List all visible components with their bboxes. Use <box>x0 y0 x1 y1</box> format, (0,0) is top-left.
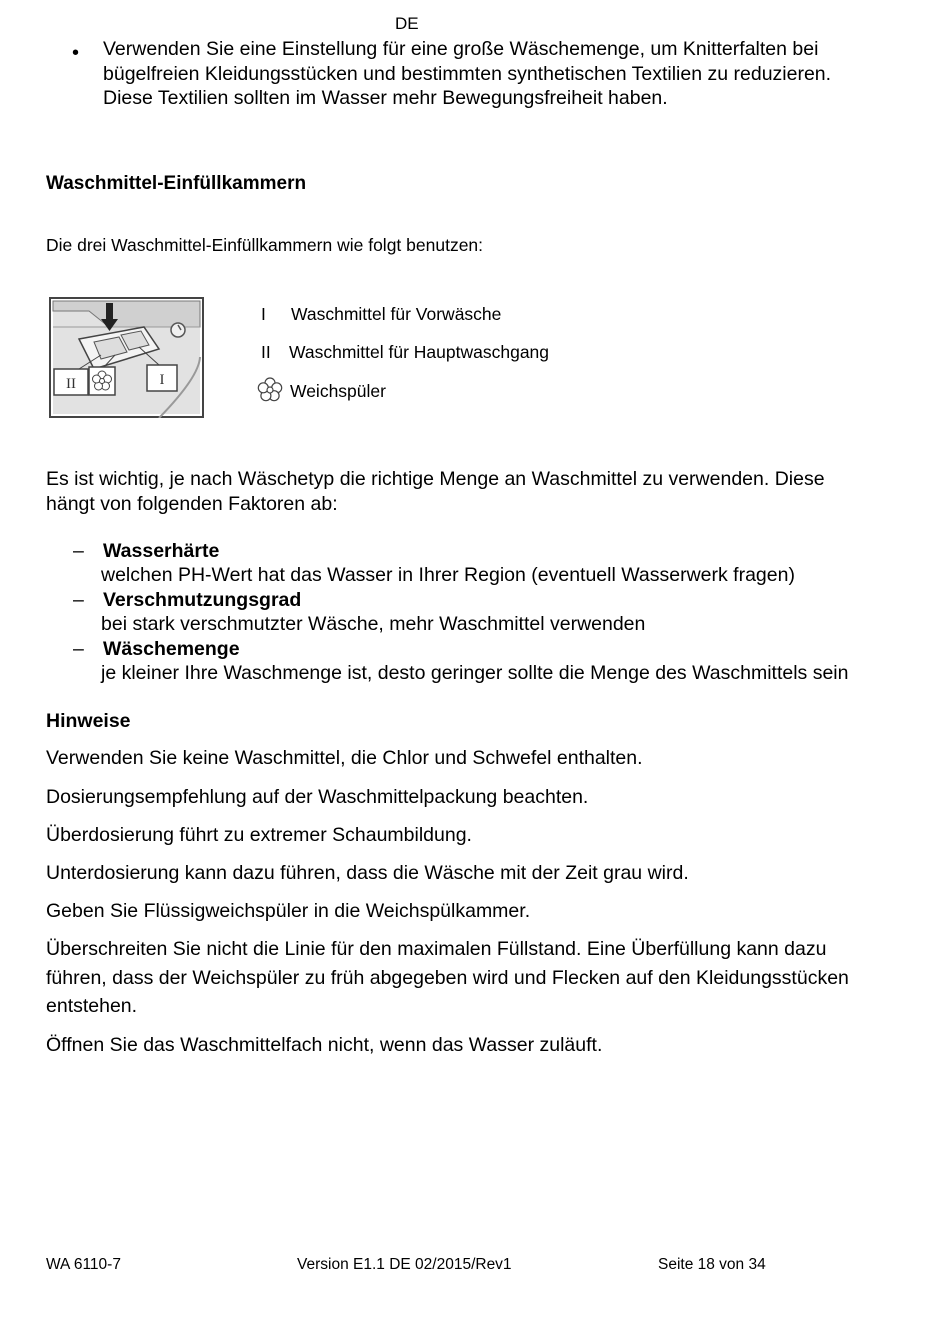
figure-label-main: II <box>66 376 76 392</box>
footer-page-number: Seite 18 von 34 <box>658 1256 766 1273</box>
language-code: DE <box>395 14 419 33</box>
legend-num: I <box>261 304 266 324</box>
hint-line: Verwenden Sie keine Waschmittel, die Chlor und Schwefel enthalten. <box>46 747 643 769</box>
legend-text: Waschmittel für Hauptwaschgang <box>289 342 550 362</box>
hint-item <box>46 859 916 888</box>
hint-line: Geben Sie Flüssigweichspüler in die Weichspülkammer. <box>46 900 531 922</box>
intro-line: Diese Textilien sollten im Wasser mehr Bewegungsfreiheit haben. <box>103 87 668 109</box>
factor-desc: welchen PH-Wert hat das Wasser in Ihrer Region (eventuell Wasserwerk fragen) <box>101 564 795 586</box>
hint-line: Öffnen Sie das Waschmittelfach nicht, wenn das Wasser zuläuft. <box>46 1034 603 1056</box>
detergent-drawer-illustration <box>49 297 204 418</box>
hint-item <box>46 897 916 926</box>
legend-num: II <box>261 342 271 362</box>
importance-line: Es ist wichtig, je nach Wäschetyp die richtige Menge an Waschmittel zu verwenden. Diese <box>46 468 825 490</box>
legend-item-prewash <box>261 304 501 325</box>
hint-line: führen, dass der Weichspüler zu früh abgegeben wird und Flecken auf den Kleidungsstücken <box>46 966 849 989</box>
legend-text: Weichspüler <box>290 381 386 401</box>
importance-line: hängt von folgenden Faktoren ab: <box>46 492 338 515</box>
flower-icon <box>256 377 284 403</box>
bullet-icon: • <box>72 42 80 64</box>
hints-title: Hinweise <box>46 710 131 732</box>
footer-version: Version E1.1 DE 02/2015/Rev1 <box>297 1256 512 1273</box>
hint-line: Überdosierung führt zu extremer Schaumbildung. <box>46 824 472 846</box>
hint-line: Überschreiten Sie nicht die Linie für den maximalen Füllstand. Eine Überfüllung kann dazu <box>46 938 827 960</box>
intro-line: bügelfreien Kleidungsstücken und bestimmten synthetischen Textilien zu reduzieren. <box>103 62 832 85</box>
legend-item-mainwash <box>261 342 549 363</box>
hint-item <box>46 935 916 1021</box>
intro-bullet-text <box>103 37 923 111</box>
legend-text: Waschmittel für Vorwäsche <box>291 304 502 324</box>
hint-item <box>46 821 916 850</box>
footer-model: WA 6110-7 <box>46 1256 121 1273</box>
dash-icon: – <box>73 638 84 660</box>
hint-item <box>46 744 916 773</box>
hint-line: Unterdosierung kann dazu führen, dass die Wäsche mit der Zeit grau wird. <box>46 862 689 884</box>
figure-label-prewash: I <box>159 372 165 388</box>
dash-icon: – <box>73 540 84 562</box>
legend-item-softener <box>256 377 386 403</box>
factor-title: Wasserhärte <box>103 540 220 562</box>
factor-desc: bei stark verschmutzter Wäsche, mehr Waschmittel verwenden <box>101 613 646 635</box>
factor-desc: je kleiner Ihre Waschmenge ist, desto geringer sollte die Menge des Waschmittels sein <box>101 662 849 684</box>
importance-paragraph <box>46 467 926 516</box>
hint-item <box>46 783 916 812</box>
hint-line: Dosierungsempfehlung auf der Waschmittelpackung beachten. <box>46 786 589 808</box>
dash-icon: – <box>73 589 84 611</box>
hint-item <box>46 1031 916 1060</box>
section-intro: Die drei Waschmittel-Einfüllkammern wie folgt benutzen: <box>46 235 484 255</box>
section-title: Waschmittel-Einfüllkammern <box>46 173 307 194</box>
factor-title: Verschmutzungsgrad <box>103 589 302 611</box>
hint-line: entstehen. <box>46 995 138 1017</box>
factor-title: Wäschemenge <box>103 638 240 660</box>
intro-line: Verwenden Sie eine Einstellung für eine große Wäschemenge, um Knitterfalten bei <box>103 38 819 60</box>
